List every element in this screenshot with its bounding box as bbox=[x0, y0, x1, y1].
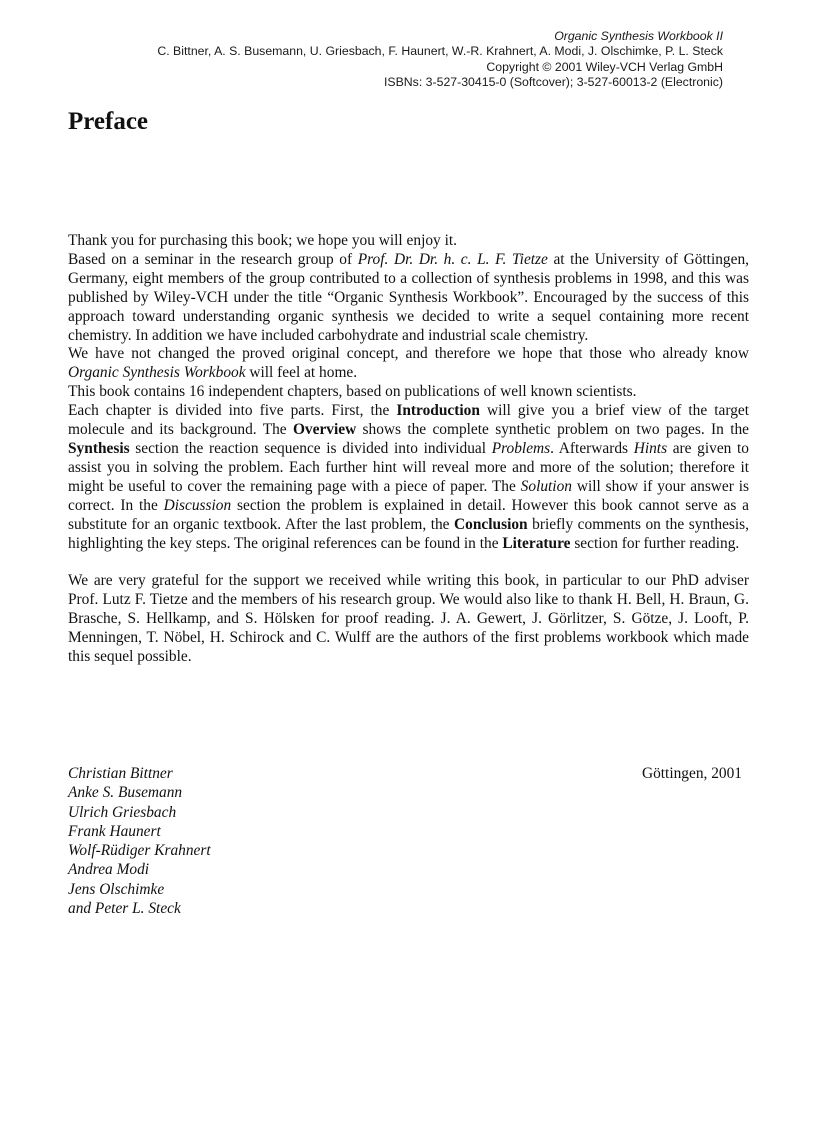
page-title: Preface bbox=[68, 108, 149, 135]
signer-name: Jens Olschimke bbox=[68, 880, 165, 898]
signature-list bbox=[68, 764, 211, 918]
term-synthesis: Synthesis bbox=[68, 439, 130, 457]
signer-name: Andrea Modi bbox=[68, 861, 150, 879]
signer-name: Wolf-Rüdiger Krahnert bbox=[68, 842, 211, 860]
author-list: C. Bittner, A. S. Busemann, U. Griesbach, F. Haunert, W.-R. Krahnert, A. Modi, J. Olschimke, P. L. Steck bbox=[157, 44, 723, 59]
preface-body bbox=[68, 232, 749, 667]
term-literature: Literature bbox=[502, 534, 571, 552]
place-date: Göttingen, 2001 bbox=[641, 765, 742, 782]
term-solution: Solution bbox=[520, 477, 572, 495]
isbn-line: ISBNs: 3-527-30415-0 (Softcover); 3-527-60013-2 (Electronic) bbox=[383, 74, 723, 89]
term-problems: Problems bbox=[491, 439, 551, 457]
running-header bbox=[157, 29, 723, 90]
term-hints: Hints bbox=[633, 439, 668, 457]
term-discussion: Discussion bbox=[163, 496, 232, 514]
signer-name: and Peter L. Steck bbox=[68, 900, 181, 918]
term-introduction: Introduction bbox=[396, 402, 480, 420]
signer-name: Ulrich Griesbach bbox=[68, 803, 177, 821]
professor-name: Prof. Dr. Dr. h. c. L. F. Tietze bbox=[357, 250, 548, 268]
book-name: Organic Synthesis Workbook bbox=[68, 364, 246, 382]
paragraph-concept: We have not changed the proved original concept, and therefore we hope that those who already know Organic Synthesis Workbook will feel at home. bbox=[68, 345, 749, 382]
term-conclusion: Conclusion bbox=[454, 515, 528, 533]
signer-name: Anke S. Busemann bbox=[68, 784, 183, 802]
signer-name: Christian Bittner bbox=[68, 765, 173, 782]
paragraph-structure: Each chapter is divided into five parts. First, the Introduction will give you a brief view of the target molecule and its background. The Overview shows the complete synthetic problem on two pages. In the Synthesis section the reaction sequence is divided into individual Problems. Afterwards Hints are given to assist you in solving the problem. Each further hint will reveal more and more of the solution; therefore it might be useful to cover the remaining page with a piece of paper. The Solution will show if your answer is correct. In the Discussion section the problem is explained in detail. However this book cannot serve as a substitute for an organic textbook. After the last problem, the Conclusion briefly comments on the synthesis, highlighting the key steps. The original references can be found in the Literature section for further reading. bbox=[68, 402, 750, 552]
paragraph-intro: Thank you for purchasing this book; we hope you will enjoy it. bbox=[68, 232, 457, 249]
paragraph-seminar: Based on a seminar in the research group of Prof. Dr. Dr. h. c. L. F. Tietze at the University of Göttingen, Germany, eight members of the group contributed to a collection of synthesis problems in 1998, and this was published by Wiley-VCH under the title “Organic Synthesis Workbook”. Encouraged by the success of this approach toward understanding organic synthesis we decided to write a sequel containing more recent chemistry. In addition we have included carbohydrate and industrial scale chemistry. bbox=[68, 250, 749, 344]
paragraph-acknowledgements: We are very grateful for the support we received while writing this book, in particular to our PhD adviser Prof. Lutz F. Tietze and the members of his research group. We would also like to thank H. Bell, H. Braun, G. Brasche, S. Hellkamp, and S. Hölsken for proof reading. J. A. Gewert, J. Görlitzer, S. Götze, J. Looft, P. Menningen, T. Nöbel, H. Schirock and C. Wulff are the authors of the first problems workbook which made this sequel possible. bbox=[68, 572, 749, 666]
signer-name: Frank Haunert bbox=[68, 822, 161, 840]
copyright-line: Copyright © 2001 Wiley-VCH Verlag GmbH bbox=[486, 59, 723, 74]
book-title: Organic Synthesis Workbook II bbox=[554, 29, 723, 43]
paragraph-chapters: This book contains 16 independent chapters, based on publications of well known scientists. bbox=[68, 383, 637, 401]
term-overview: Overview bbox=[292, 421, 357, 439]
